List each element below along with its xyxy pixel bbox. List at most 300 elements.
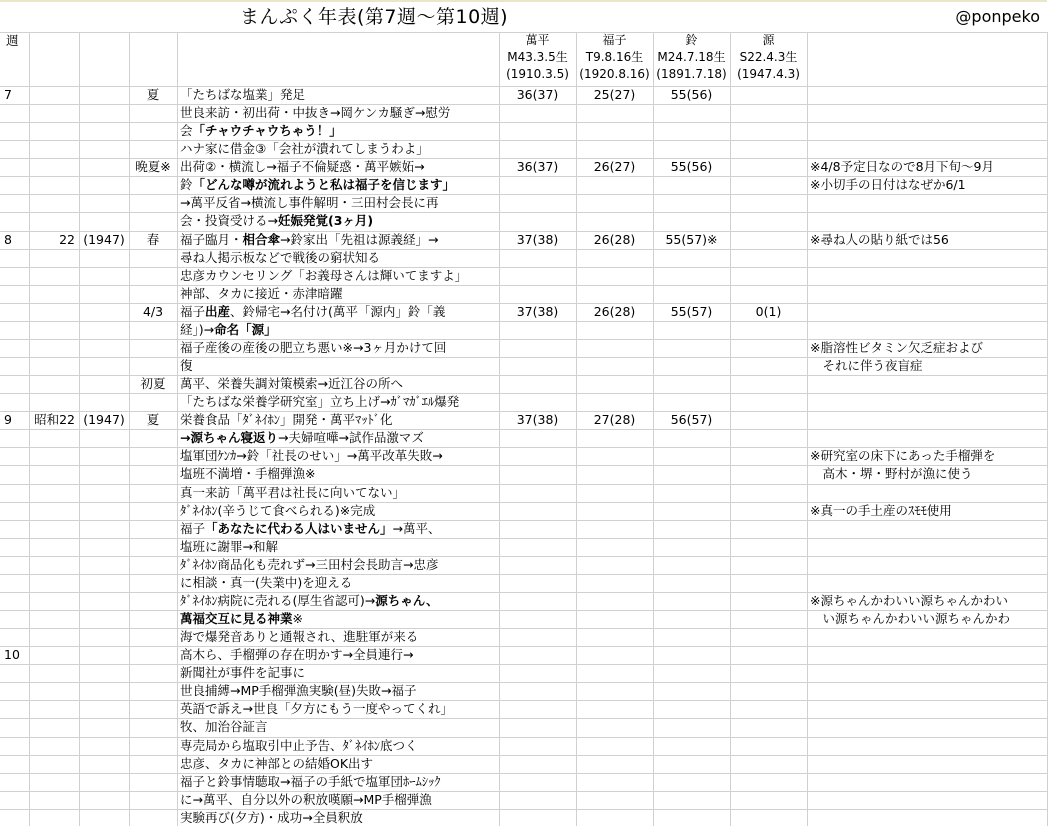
week-header: 週	[6, 33, 19, 48]
event-text: 忠彦、タカに神部との結婚OK出す	[180, 755, 374, 771]
age-gen-cell	[734, 755, 803, 773]
note-cell	[810, 646, 1046, 664]
season-cell	[133, 357, 173, 375]
era-cell	[33, 682, 75, 700]
age-suzu-cell	[657, 194, 726, 212]
event-cell	[180, 465, 498, 483]
week-cell	[4, 194, 25, 212]
note-cell	[810, 194, 1046, 212]
season-cell	[133, 682, 173, 700]
age-fukuko-cell	[580, 755, 649, 773]
age-fukuko-cell	[580, 664, 649, 682]
character-birth-era: M24.7.18生	[657, 50, 726, 64]
event-text-bold: 相合傘	[242, 231, 281, 247]
age-gen-cell	[734, 592, 803, 610]
era-cell	[33, 393, 75, 411]
character-birth-era: M43.3.5生	[507, 50, 568, 64]
row-divider	[0, 682, 1047, 683]
season-cell	[133, 212, 173, 230]
event-cell	[180, 502, 498, 520]
event-text: 福子産後の産後の肥立ち悪い※→3ヶ月かけて回	[180, 339, 447, 355]
week-cell	[4, 104, 25, 122]
row-divider	[0, 86, 1047, 87]
event-text: 神部、タカに接近・赤津暗躍	[180, 285, 343, 301]
week-cell	[4, 212, 25, 230]
event-text: 出荷②・横流し→福子不倫疑惑・萬平嫉妬→	[180, 159, 425, 175]
age-fukuko-cell	[580, 809, 649, 827]
era-cell	[33, 339, 75, 357]
age-suzu-cell: 55(56)	[670, 159, 713, 175]
row-divider	[0, 628, 1047, 629]
age-gen-cell	[734, 791, 803, 809]
week-cell	[4, 773, 25, 791]
note-cell	[810, 176, 1046, 194]
year-cell	[83, 502, 125, 520]
row-divider	[0, 484, 1047, 485]
row-divider	[0, 140, 1047, 141]
event-text: 会・投資受ける→	[180, 213, 278, 229]
character-birth-date: (1910.3.5)	[506, 67, 569, 81]
age-manpei-cell	[503, 375, 572, 393]
year-cell	[83, 646, 125, 664]
note-cell	[810, 429, 1046, 447]
event-cell	[180, 104, 498, 122]
age-manpei-cell	[503, 791, 572, 809]
season-cell	[133, 447, 173, 465]
character-birth-date: (1920.8.16)	[579, 67, 650, 81]
season-cell	[133, 737, 173, 755]
week-cell	[4, 737, 25, 755]
age-suzu-cell	[657, 249, 726, 267]
note-text: ※研究室の床下にあった手榴弾を	[810, 448, 996, 464]
event-cell	[180, 628, 498, 646]
event-cell	[180, 231, 498, 249]
season-cell: 4/3	[142, 303, 164, 319]
season-cell	[133, 122, 173, 140]
note-text: い源ちゃんかわいい源ちゃんかわ	[810, 611, 1011, 627]
event-cell	[180, 303, 498, 321]
year-cell	[83, 339, 125, 357]
event-cell	[180, 718, 498, 736]
note-cell	[810, 212, 1046, 230]
week-cell	[4, 520, 25, 538]
age-manpei-cell	[503, 249, 572, 267]
age-suzu-cell	[657, 267, 726, 285]
event-cell	[180, 194, 498, 212]
event-text: →萬平反省→横流し事件解明・三田村会長に再	[180, 195, 439, 211]
era-cell	[33, 520, 75, 538]
age-suzu-cell	[657, 502, 726, 520]
year-cell	[83, 465, 125, 483]
season-cell: 晩夏※	[135, 159, 171, 175]
character-name: 鈴	[685, 33, 698, 47]
event-text-bold: 源ちゃん、	[375, 592, 439, 608]
era-cell	[33, 357, 75, 375]
week-cell	[4, 592, 25, 610]
age-fukuko-cell	[580, 122, 649, 140]
age-manpei-cell: 37(38)	[516, 303, 559, 319]
event-cell	[180, 737, 498, 755]
era-cell	[33, 465, 75, 483]
event-cell	[180, 429, 498, 447]
age-suzu-cell	[657, 773, 726, 791]
age-suzu-cell	[657, 321, 726, 339]
era-cell	[33, 212, 75, 230]
year-cell	[83, 556, 125, 574]
age-manpei-cell	[503, 339, 572, 357]
event-text: 世良来訪・初出荷・中抜き→岡ケンカ騒ぎ→慰労	[180, 105, 451, 121]
age-fukuko-cell	[580, 267, 649, 285]
age-manpei-cell	[503, 664, 572, 682]
season-cell	[133, 646, 173, 664]
note-cell	[810, 140, 1046, 158]
week-cell	[4, 484, 25, 502]
age-manpei-cell	[503, 429, 572, 447]
event-text: 忠彦カウンセリング「お義母さんは輝いてますよ」	[180, 267, 468, 283]
era-cell	[33, 718, 75, 736]
age-suzu-cell	[657, 610, 726, 628]
year-cell	[83, 357, 125, 375]
row-divider	[0, 465, 1047, 466]
age-fukuko-cell	[580, 484, 649, 502]
age-gen-cell	[734, 321, 803, 339]
age-fukuko-cell: 26(28)	[593, 303, 636, 319]
week-cell	[4, 574, 25, 592]
season-cell	[133, 556, 173, 574]
age-suzu-cell	[657, 285, 726, 303]
event-cell	[180, 267, 498, 285]
age-fukuko-cell	[580, 538, 649, 556]
age-manpei-cell	[503, 610, 572, 628]
age-fukuko-cell	[580, 520, 649, 538]
era-cell	[33, 194, 75, 212]
note-cell	[810, 809, 1046, 827]
row-divider	[0, 574, 1047, 575]
season-cell	[133, 773, 173, 791]
year-cell: (1947)	[83, 231, 125, 247]
week-cell	[4, 628, 25, 646]
note-text: ※尋ね人の貼り紙では56	[810, 231, 949, 247]
age-suzu-cell	[657, 574, 726, 592]
character-birth-date: (1947.4.3)	[737, 67, 800, 81]
age-fukuko-cell: 27(28)	[593, 412, 636, 428]
row-divider	[0, 773, 1047, 774]
age-manpei-cell	[503, 140, 572, 158]
year-cell	[83, 104, 125, 122]
year-cell	[83, 628, 125, 646]
age-fukuko-cell	[580, 194, 649, 212]
age-gen-cell	[734, 357, 803, 375]
event-text: 栄養食品「ﾀﾞﾈｲﾎﾝ」開発・萬平ﾏｯﾄﾞ化	[180, 412, 393, 428]
age-fukuko-cell	[580, 502, 649, 520]
week-cell	[4, 267, 25, 285]
year-cell	[83, 86, 125, 104]
age-manpei-cell	[503, 447, 572, 465]
age-suzu-cell	[657, 646, 726, 664]
row-divider	[0, 303, 1047, 304]
year-cell	[83, 682, 125, 700]
age-gen-cell	[734, 502, 803, 520]
row-divider	[0, 393, 1047, 394]
week-cell	[4, 429, 25, 447]
season-cell: 夏	[146, 412, 160, 428]
season-cell	[133, 429, 173, 447]
week-cell	[4, 809, 25, 827]
age-manpei-cell	[503, 556, 572, 574]
event-cell	[180, 285, 498, 303]
character-name: 源	[762, 33, 775, 47]
age-manpei-cell	[503, 520, 572, 538]
year-cell	[83, 267, 125, 285]
season-cell	[133, 140, 173, 158]
note-cell	[810, 737, 1046, 755]
age-gen-cell	[734, 285, 803, 303]
season-cell	[133, 520, 173, 538]
year-cell	[83, 737, 125, 755]
event-text: 鈴	[180, 177, 193, 193]
era-cell	[33, 303, 75, 321]
row-divider	[0, 718, 1047, 719]
event-cell	[180, 249, 498, 267]
event-cell	[180, 664, 498, 682]
note-cell	[810, 122, 1046, 140]
era-cell	[33, 429, 75, 447]
year-cell	[83, 122, 125, 140]
age-gen-cell	[734, 718, 803, 736]
week-cell	[4, 447, 25, 465]
event-text: 福子	[180, 303, 206, 319]
event-cell	[180, 321, 498, 339]
age-gen-cell: 0(1)	[755, 303, 782, 319]
age-manpei-cell: 36(37)	[516, 87, 559, 102]
event-cell	[180, 86, 498, 104]
event-cell	[180, 411, 498, 429]
character-header-gen	[730, 32, 807, 86]
age-fukuko-cell	[580, 357, 649, 375]
row-divider	[0, 664, 1047, 665]
week-cell	[4, 303, 25, 321]
row-divider	[0, 249, 1047, 250]
era-cell	[33, 574, 75, 592]
era-cell	[33, 158, 75, 176]
age-gen-cell	[734, 393, 803, 411]
row-divider	[0, 502, 1047, 503]
note-cell	[810, 664, 1046, 682]
event-cell	[180, 484, 498, 502]
season-cell	[133, 176, 173, 194]
age-suzu-cell	[657, 718, 726, 736]
age-gen-cell	[734, 86, 803, 104]
note-text: それに伴う夜盲症	[810, 358, 923, 374]
age-suzu-cell	[657, 212, 726, 230]
age-manpei-cell	[503, 502, 572, 520]
row-divider	[0, 176, 1047, 177]
week-cell	[4, 357, 25, 375]
year-cell	[83, 249, 125, 267]
note-cell	[810, 773, 1046, 791]
event-cell	[180, 339, 498, 357]
event-cell	[180, 447, 498, 465]
week-cell	[4, 158, 25, 176]
year-cell	[83, 393, 125, 411]
age-gen-cell	[734, 465, 803, 483]
season-cell	[133, 321, 173, 339]
author-handle: @ponpeko	[955, 7, 1040, 26]
row-divider	[0, 592, 1047, 593]
event-text: 海で爆発音ありと通報され、進駐軍が来る	[180, 629, 419, 645]
note-text: 高木・堺・野村が漁に使う	[810, 466, 973, 482]
event-text-bold: 妊娠発覚(3ヶ月)	[277, 213, 374, 229]
week-cell	[4, 755, 25, 773]
era-cell	[33, 791, 75, 809]
week-cell	[4, 682, 25, 700]
age-fukuko-cell	[580, 791, 649, 809]
age-gen-cell	[734, 538, 803, 556]
event-text: 福子と鈴事情聴取→福子の手紙で塩軍団ﾎｰﾑｼｯｸ	[180, 773, 441, 789]
year-cell	[83, 447, 125, 465]
row-divider	[0, 375, 1047, 376]
week-cell	[4, 538, 25, 556]
era-cell	[33, 267, 75, 285]
week-cell	[4, 465, 25, 483]
year-cell	[83, 140, 125, 158]
note-text: ※脂溶性ビタミン欠乏症および	[810, 339, 983, 355]
age-manpei-cell	[503, 755, 572, 773]
week-cell	[4, 556, 25, 574]
event-cell	[180, 646, 498, 664]
season-cell	[133, 628, 173, 646]
row-divider	[0, 429, 1047, 430]
age-suzu-cell	[657, 429, 726, 447]
note-cell	[810, 411, 1046, 429]
age-manpei-cell	[503, 484, 572, 502]
row-divider	[0, 700, 1047, 701]
note-cell	[810, 158, 1046, 176]
year-cell	[83, 194, 125, 212]
age-suzu-cell	[657, 176, 726, 194]
age-fukuko-cell	[580, 556, 649, 574]
age-fukuko-cell	[580, 104, 649, 122]
age-fukuko-cell	[580, 393, 649, 411]
age-suzu-cell	[657, 628, 726, 646]
event-cell	[180, 140, 498, 158]
week-cell	[4, 122, 25, 140]
character-birth-era: S22.4.3生	[739, 50, 798, 64]
week-cell	[4, 393, 25, 411]
note-cell	[810, 249, 1046, 267]
age-gen-cell	[734, 267, 803, 285]
row-divider	[0, 447, 1047, 448]
event-text: 、鈴帰宅→名付け(萬平「源内」鈴「義	[230, 303, 446, 319]
event-text: ﾀﾞﾈｲﾎﾝ商品化も売れず→三田村会長助言→忠彦	[180, 556, 439, 572]
note-cell	[810, 556, 1046, 574]
event-text: →鈴家出「先祖は源義経」→	[280, 231, 439, 247]
age-manpei-cell	[503, 285, 572, 303]
note-cell	[810, 357, 1046, 375]
character-header-manpei	[499, 32, 576, 86]
note-cell	[810, 700, 1046, 718]
event-text: 復	[180, 358, 193, 374]
age-fukuko-cell	[580, 321, 649, 339]
season-cell	[133, 718, 173, 736]
age-fukuko-cell	[580, 718, 649, 736]
row-divider	[0, 357, 1047, 358]
age-gen-cell	[734, 682, 803, 700]
week-cell	[4, 610, 25, 628]
year-cell: (1947)	[83, 412, 125, 428]
era-cell	[33, 538, 75, 556]
year-cell	[83, 176, 125, 194]
note-cell	[810, 484, 1046, 502]
character-header-suzu	[653, 32, 730, 86]
age-manpei-cell	[503, 592, 572, 610]
age-suzu-cell	[657, 737, 726, 755]
age-gen-cell	[734, 809, 803, 827]
age-gen-cell	[734, 212, 803, 230]
note-text: ※源ちゃんかわいい源ちゃんかわい	[810, 592, 1008, 608]
note-cell	[810, 682, 1046, 700]
week-cell: 8	[4, 231, 12, 247]
event-cell	[180, 791, 498, 809]
year-cell	[83, 321, 125, 339]
age-suzu-cell	[657, 755, 726, 773]
week-cell	[4, 700, 25, 718]
note-cell	[810, 592, 1046, 610]
event-cell	[180, 357, 498, 375]
note-cell	[810, 231, 1046, 249]
age-suzu-cell: 55(57)※	[665, 231, 718, 247]
row-divider	[0, 231, 1047, 232]
event-cell	[180, 682, 498, 700]
era-cell	[33, 104, 75, 122]
season-cell	[133, 574, 173, 592]
event-cell	[180, 592, 498, 610]
event-text: ハナ家に借金③「会社が潰れてしまうわよ」	[180, 141, 429, 157]
year-cell	[83, 664, 125, 682]
era-cell	[33, 176, 75, 194]
event-cell	[180, 538, 498, 556]
age-fukuko-cell	[580, 285, 649, 303]
age-suzu-cell	[657, 465, 726, 483]
note-cell	[810, 791, 1046, 809]
age-fukuko-cell: 25(27)	[593, 87, 636, 102]
event-text: 尋ね人掲示板などで戦後の窮状知る	[180, 249, 381, 265]
event-text: に相談・真一(失業中)を迎える	[180, 574, 353, 590]
era-cell	[33, 700, 75, 718]
row-divider	[0, 520, 1047, 521]
event-cell	[180, 556, 498, 574]
note-cell	[810, 303, 1046, 321]
year-cell	[83, 429, 125, 447]
event-text: 塩班不満増・手榴弾漁※	[180, 466, 316, 482]
week-cell	[4, 718, 25, 736]
year-cell	[83, 773, 125, 791]
event-text-bold: 出産	[205, 303, 231, 319]
age-manpei-cell	[503, 682, 572, 700]
row-divider	[0, 104, 1047, 105]
event-text: 世良捕縛→MP手榴弾漁実験(昼)失敗→福子	[180, 683, 417, 699]
event-text: 経」)→	[180, 321, 215, 337]
row-divider	[0, 285, 1047, 286]
row-divider	[0, 791, 1047, 792]
row-divider	[0, 212, 1047, 213]
era-cell	[33, 737, 75, 755]
event-cell	[180, 773, 498, 791]
era-cell	[33, 556, 75, 574]
event-cell	[180, 574, 498, 592]
event-cell	[180, 520, 498, 538]
age-gen-cell	[734, 484, 803, 502]
